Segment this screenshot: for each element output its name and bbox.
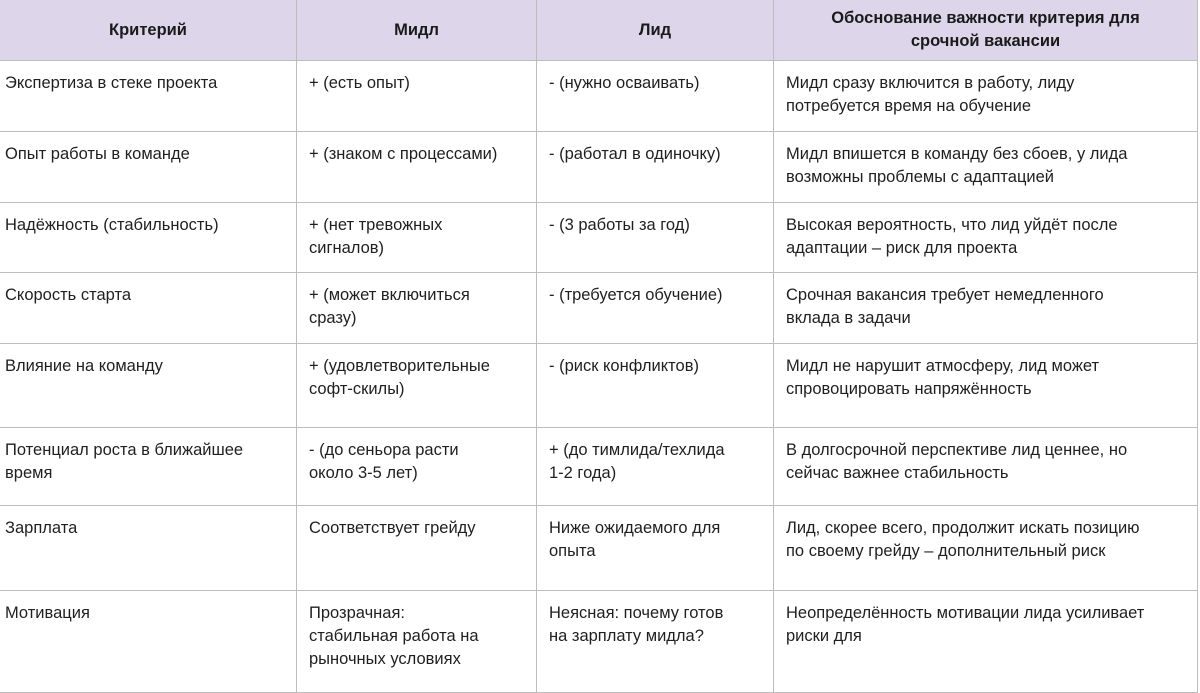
cell-lead (537, 428, 774, 506)
cell-lead (537, 506, 774, 591)
cell-criterion (0, 506, 297, 591)
cell-text: + (нет тревожных (309, 216, 443, 234)
table-row (0, 203, 1198, 273)
cell-middle (297, 428, 537, 506)
cell-text: 1-2 года) (549, 464, 617, 482)
cell-text: потребуется время на обучение (786, 97, 1032, 115)
cell-text: Соответствует грейду (309, 519, 476, 537)
cell-lead (537, 203, 774, 273)
table-row (0, 591, 1198, 693)
cell-text: + (может включиться (309, 286, 470, 304)
table-row (0, 428, 1198, 506)
cell-text: рыночных условиях (309, 650, 461, 668)
cell-text: Неясная: почему готов (549, 604, 724, 622)
cell-text: Потенциал роста в ближайшее (5, 441, 244, 459)
cell-text: опыта (549, 542, 596, 560)
cell-text: софт-скилы) (309, 380, 405, 398)
cell-text: - (работал в одиночку) (549, 145, 721, 163)
cell-criterion (0, 203, 297, 273)
cell-reason (774, 132, 1198, 203)
cell-middle (297, 61, 537, 132)
table-row (0, 273, 1198, 344)
cell-text: Прозрачная: (309, 604, 405, 622)
cell-text: - (3 работы за год) (549, 216, 690, 234)
cell-text: стабильная работа на (309, 627, 479, 645)
cell-text: Экспертиза в стеке проекта (5, 74, 218, 92)
header-criterion: Критерий (0, 0, 297, 61)
cell-criterion (0, 132, 297, 203)
cell-text: риски для (786, 627, 862, 645)
cell-text: сигналов) (309, 239, 385, 257)
cell-reason (774, 344, 1198, 428)
cell-reason (774, 506, 1198, 591)
cell-text: адаптации – риск для проекта (786, 239, 1018, 257)
cell-criterion (0, 344, 297, 428)
cell-text: Зарплата (5, 519, 78, 537)
cell-middle (297, 506, 537, 591)
cell-text: Влияние на команду (5, 357, 163, 375)
cell-criterion (0, 428, 297, 506)
cell-text: Мидл впишется в команду без сбоев, у лида (786, 145, 1128, 163)
cell-text: Надёжность (стабильность) (5, 216, 219, 234)
cell-middle (297, 344, 537, 428)
header-reason (774, 0, 1198, 61)
cell-text: - (требуется обучение) (549, 286, 723, 304)
cell-text: Лид, скорее всего, продолжит искать позицию (786, 519, 1140, 537)
cell-text: сейчас важнее стабильность (786, 464, 1009, 482)
cell-criterion (0, 591, 297, 693)
cell-text: Мидл не нарушит атмосферу, лид может (786, 357, 1100, 375)
cell-text: Высокая вероятность, что лид уйдёт после (786, 216, 1118, 234)
cell-text: Опыт работы в команде (5, 145, 190, 163)
cell-criterion (0, 61, 297, 132)
cell-text: + (есть опыт) (309, 74, 410, 92)
cell-lead (537, 591, 774, 693)
cell-text: + (удовлетворительные (309, 357, 490, 375)
cell-lead (537, 132, 774, 203)
header-row (0, 0, 1198, 61)
cell-reason (774, 61, 1198, 132)
cell-text: около 3-5 лет) (309, 464, 418, 482)
cell-text: на зарплату мидла? (549, 627, 704, 645)
cell-text: Скорость старта (5, 286, 131, 304)
header-reason-line: срочной вакансии (910, 32, 1061, 50)
header-reason-line: Обоснование важности критерия для (831, 9, 1140, 27)
table-row (0, 506, 1198, 591)
cell-text: возможны проблемы с адаптацией (786, 168, 1055, 186)
cell-text: по своему грейду – дополнительный риск (786, 542, 1106, 560)
table-row (0, 344, 1198, 428)
cell-text: сразу) (309, 309, 357, 327)
table-row (0, 132, 1198, 203)
cell-text: В долгосрочной перспективе лид ценнее, но (786, 441, 1128, 459)
cell-reason (774, 203, 1198, 273)
header-middle: Мидл (297, 0, 537, 61)
cell-text: + (знаком с процессами) (309, 145, 498, 163)
cell-reason (774, 591, 1198, 693)
cell-text: + (до тимлида/техлида (549, 441, 725, 459)
cell-lead (537, 61, 774, 132)
cell-text: Мотивация (5, 604, 90, 622)
cell-middle (297, 203, 537, 273)
table-row (0, 61, 1198, 132)
cell-lead (537, 344, 774, 428)
cell-text: спровоцировать напряжённость (786, 380, 1032, 398)
cell-text: - (риск конфликтов) (549, 357, 699, 375)
cell-lead (537, 273, 774, 344)
cell-text: время (5, 464, 53, 482)
cell-text: Мидл сразу включится в работу, лиду (786, 74, 1075, 92)
cell-middle (297, 132, 537, 203)
cell-middle (297, 273, 537, 344)
cell-text: Неопределённость мотивации лида усиливает (786, 604, 1145, 622)
cell-reason (774, 428, 1198, 506)
cell-middle (297, 591, 537, 693)
cell-text: вклада в задачи (786, 309, 911, 327)
header-lead: Лид (537, 0, 774, 61)
cell-criterion (0, 273, 297, 344)
cell-text: - (до сеньора расти (309, 441, 459, 459)
cell-text: Ниже ожидаемого для (549, 519, 721, 537)
cell-text: - (нужно осваивать) (549, 74, 700, 92)
cell-reason (774, 273, 1198, 344)
cell-text: Срочная вакансия требует немедленного (786, 286, 1104, 304)
